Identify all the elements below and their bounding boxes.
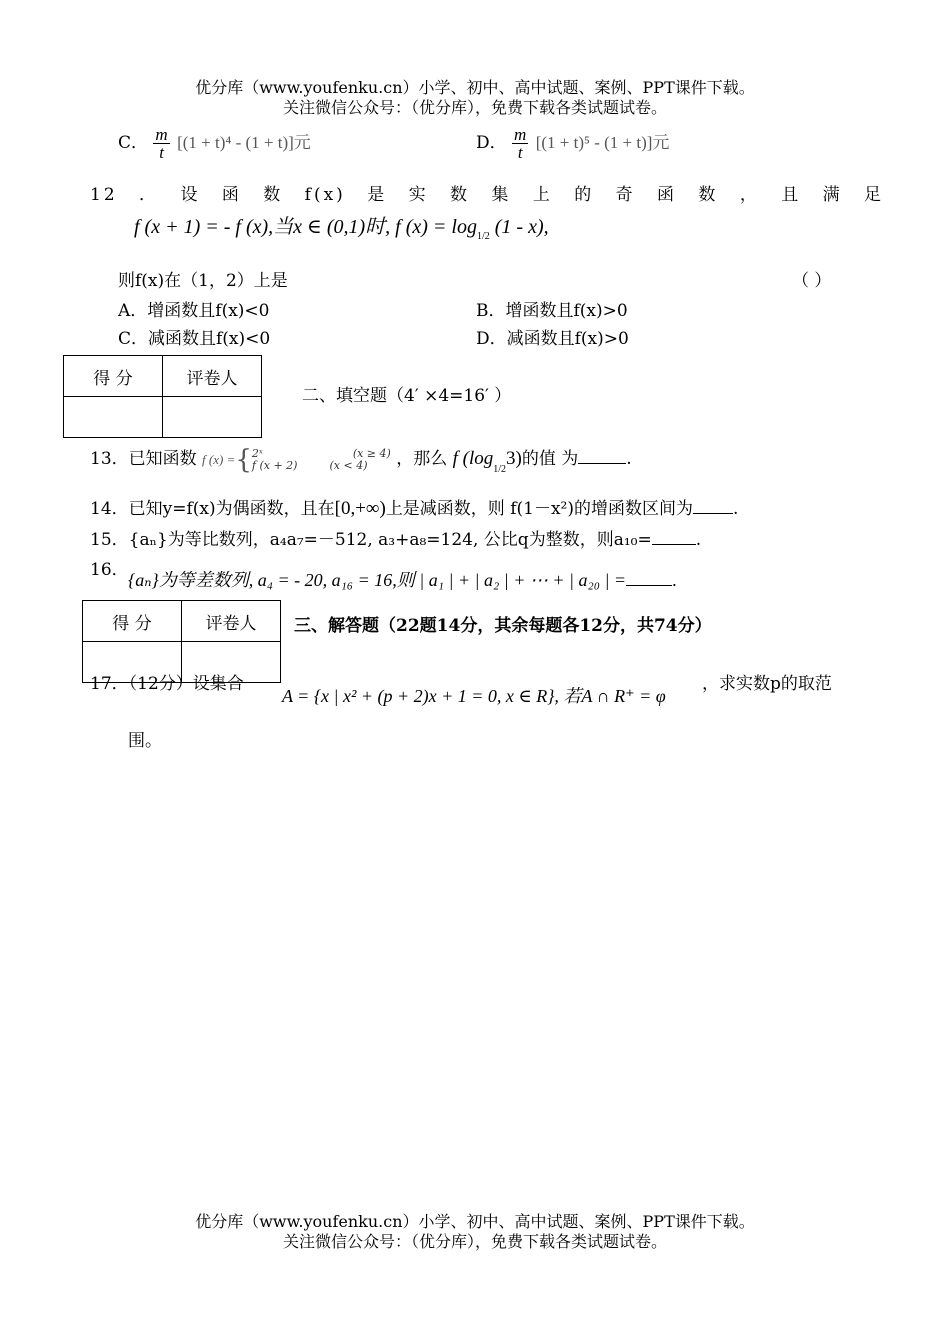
q16-end: .	[672, 570, 677, 590]
header-line-1: 优分库（www.youfenku.cn）小学、初中、高中试题、案例、PPT课件下载。	[195, 78, 755, 97]
fraction-denominator: t	[159, 143, 164, 162]
score-box-1-score-cell[interactable]	[64, 397, 163, 438]
header-line-2: 关注微信公众号：（优分库），免费下载各类试题试卷。	[282, 98, 667, 117]
q17-formula: A = {x | x² + (p + 2)x + 1 = 0, x ∈ R}, 若A ∩ R⁺ = φ	[282, 686, 666, 706]
q11-option-d-label: D．	[476, 133, 507, 153]
q16-number: 16．	[90, 560, 129, 580]
q14-answer-blank[interactable]	[693, 513, 733, 514]
q17-continuation: 围。	[128, 731, 162, 751]
q12-option-d: D．减函数且f(x)>0	[476, 329, 629, 349]
footer-line-1: 优分库（www.youfenku.cn）小学、初中、高中试题、案例、PPT课件下载。	[195, 1212, 755, 1231]
score-box-2-score-header: 得 分	[83, 601, 182, 642]
q17-tail: ，求实数p的取范	[702, 674, 832, 694]
q12-answer-paren: （ ）	[792, 271, 832, 291]
q11-option-d	[476, 126, 669, 161]
q17-number: 17．（12分）设集合	[90, 674, 244, 694]
q16-answer-blank[interactable]	[626, 585, 672, 586]
q11-option-c-label: C．	[118, 133, 149, 153]
q14-number: 14．	[90, 499, 129, 519]
q13-case-2	[252, 459, 368, 472]
q12-formula	[134, 210, 549, 242]
q13-number: 13．	[90, 449, 129, 469]
footer-line-2: 关注微信公众号：（优分库），免费下载各类试题试卷。	[282, 1232, 667, 1251]
q12-option-a: A．增函数且f(x)<0	[118, 301, 270, 321]
q13-brace: {	[235, 444, 252, 475]
fraction-numerator: m	[514, 125, 527, 144]
score-box-2-grader-header: 评卷人	[182, 601, 281, 642]
q15	[90, 525, 701, 550]
q13-text: 已知函数	[128, 449, 197, 469]
q14	[90, 494, 738, 520]
q16	[128, 566, 677, 592]
score-box-1-grader-cell[interactable]	[163, 397, 262, 438]
score-box-1-score-header: 得 分	[64, 356, 163, 397]
q13-case-1-cond: (x ≥ 4)	[352, 446, 391, 460]
q11-option-c	[118, 126, 311, 161]
q15-text: {aₙ}为等比数列，a₄a₇=－512, a₃+a₈=124, 公比q为整数，则a₁₀=	[128, 530, 652, 550]
q13-value-func: f (log	[452, 448, 494, 469]
fraction-denominator: t	[517, 143, 523, 162]
q11-option-c-formula: [(1 + t)⁴ - (1 + t)]元	[177, 133, 311, 152]
q11-option-d-fraction	[512, 126, 528, 161]
q12-option-c: C．减函数且f(x)<0	[118, 329, 271, 349]
score-box-1-grader-header: 评卷人	[163, 356, 262, 397]
q13-func: f (x) =	[202, 452, 236, 467]
q13-mid: ，那么	[396, 449, 448, 469]
q12-question: 则f(x)在（1，2）上是	[118, 271, 288, 291]
q14-interval: [0,+∞)	[334, 498, 386, 519]
q12-formula-main: f (x + 1) = - f (x),当x ∈ (0,1)时, f (x) = log	[134, 216, 477, 238]
q13-case-1-expr: 2ˣ	[251, 446, 263, 460]
q14-end: .	[733, 499, 739, 519]
q15-end: .	[695, 530, 702, 550]
q11-option-c-fraction	[153, 126, 169, 161]
q15-answer-blank[interactable]	[652, 544, 696, 545]
q13-tail: 的值 为	[521, 449, 579, 469]
q12-stem	[90, 180, 885, 205]
q16-text: {aₙ}为等差数列, a₄ = - 20, a₁₆ = 16,则 | a₁ | + | a₂ | + ⋯ + | a₂₀ | =	[128, 570, 627, 590]
q13-answer-blank[interactable]	[578, 463, 626, 464]
q13-case-2-expr: f (x + 2)	[251, 458, 298, 472]
q13-end: .	[626, 449, 632, 469]
q15-number: 15．	[90, 530, 129, 550]
q14-text-b: 上是减函数，则 f(1－x²)的增函数区间为	[385, 499, 693, 519]
q13	[90, 444, 632, 473]
q13-cases	[252, 448, 391, 472]
q13-case-2-cond: (x < 4)	[329, 458, 368, 472]
section-2-title: 二、填空题（4′ ×4=16′ ）	[302, 386, 512, 406]
q13-value-expr	[452, 448, 522, 475]
q12-option-b: B．增函数且f(x)>0	[476, 301, 628, 321]
q14-text-a: 已知y=f(x)为偶函数，且在	[128, 499, 335, 519]
q11-option-d-formula: [(1 + t)⁵ - (1 + t)]元	[535, 133, 670, 152]
q13-value-base: 1/2	[493, 464, 507, 475]
q12-log-base: 1/2	[476, 231, 490, 242]
fraction-numerator: m	[155, 125, 168, 144]
q12-formula-tail: (1 - x),	[494, 216, 549, 238]
q13-value-arg: 3)	[506, 448, 522, 469]
score-box-1	[63, 355, 262, 438]
q12-stem-text: 12 ． 设 函 数 f(x) 是 实 数 集 上 的 奇 函 数 ， 且 满 足	[90, 185, 885, 205]
section-3-title: 三、解答题（22题14分，其余每题各12分，共74分）	[294, 616, 712, 636]
